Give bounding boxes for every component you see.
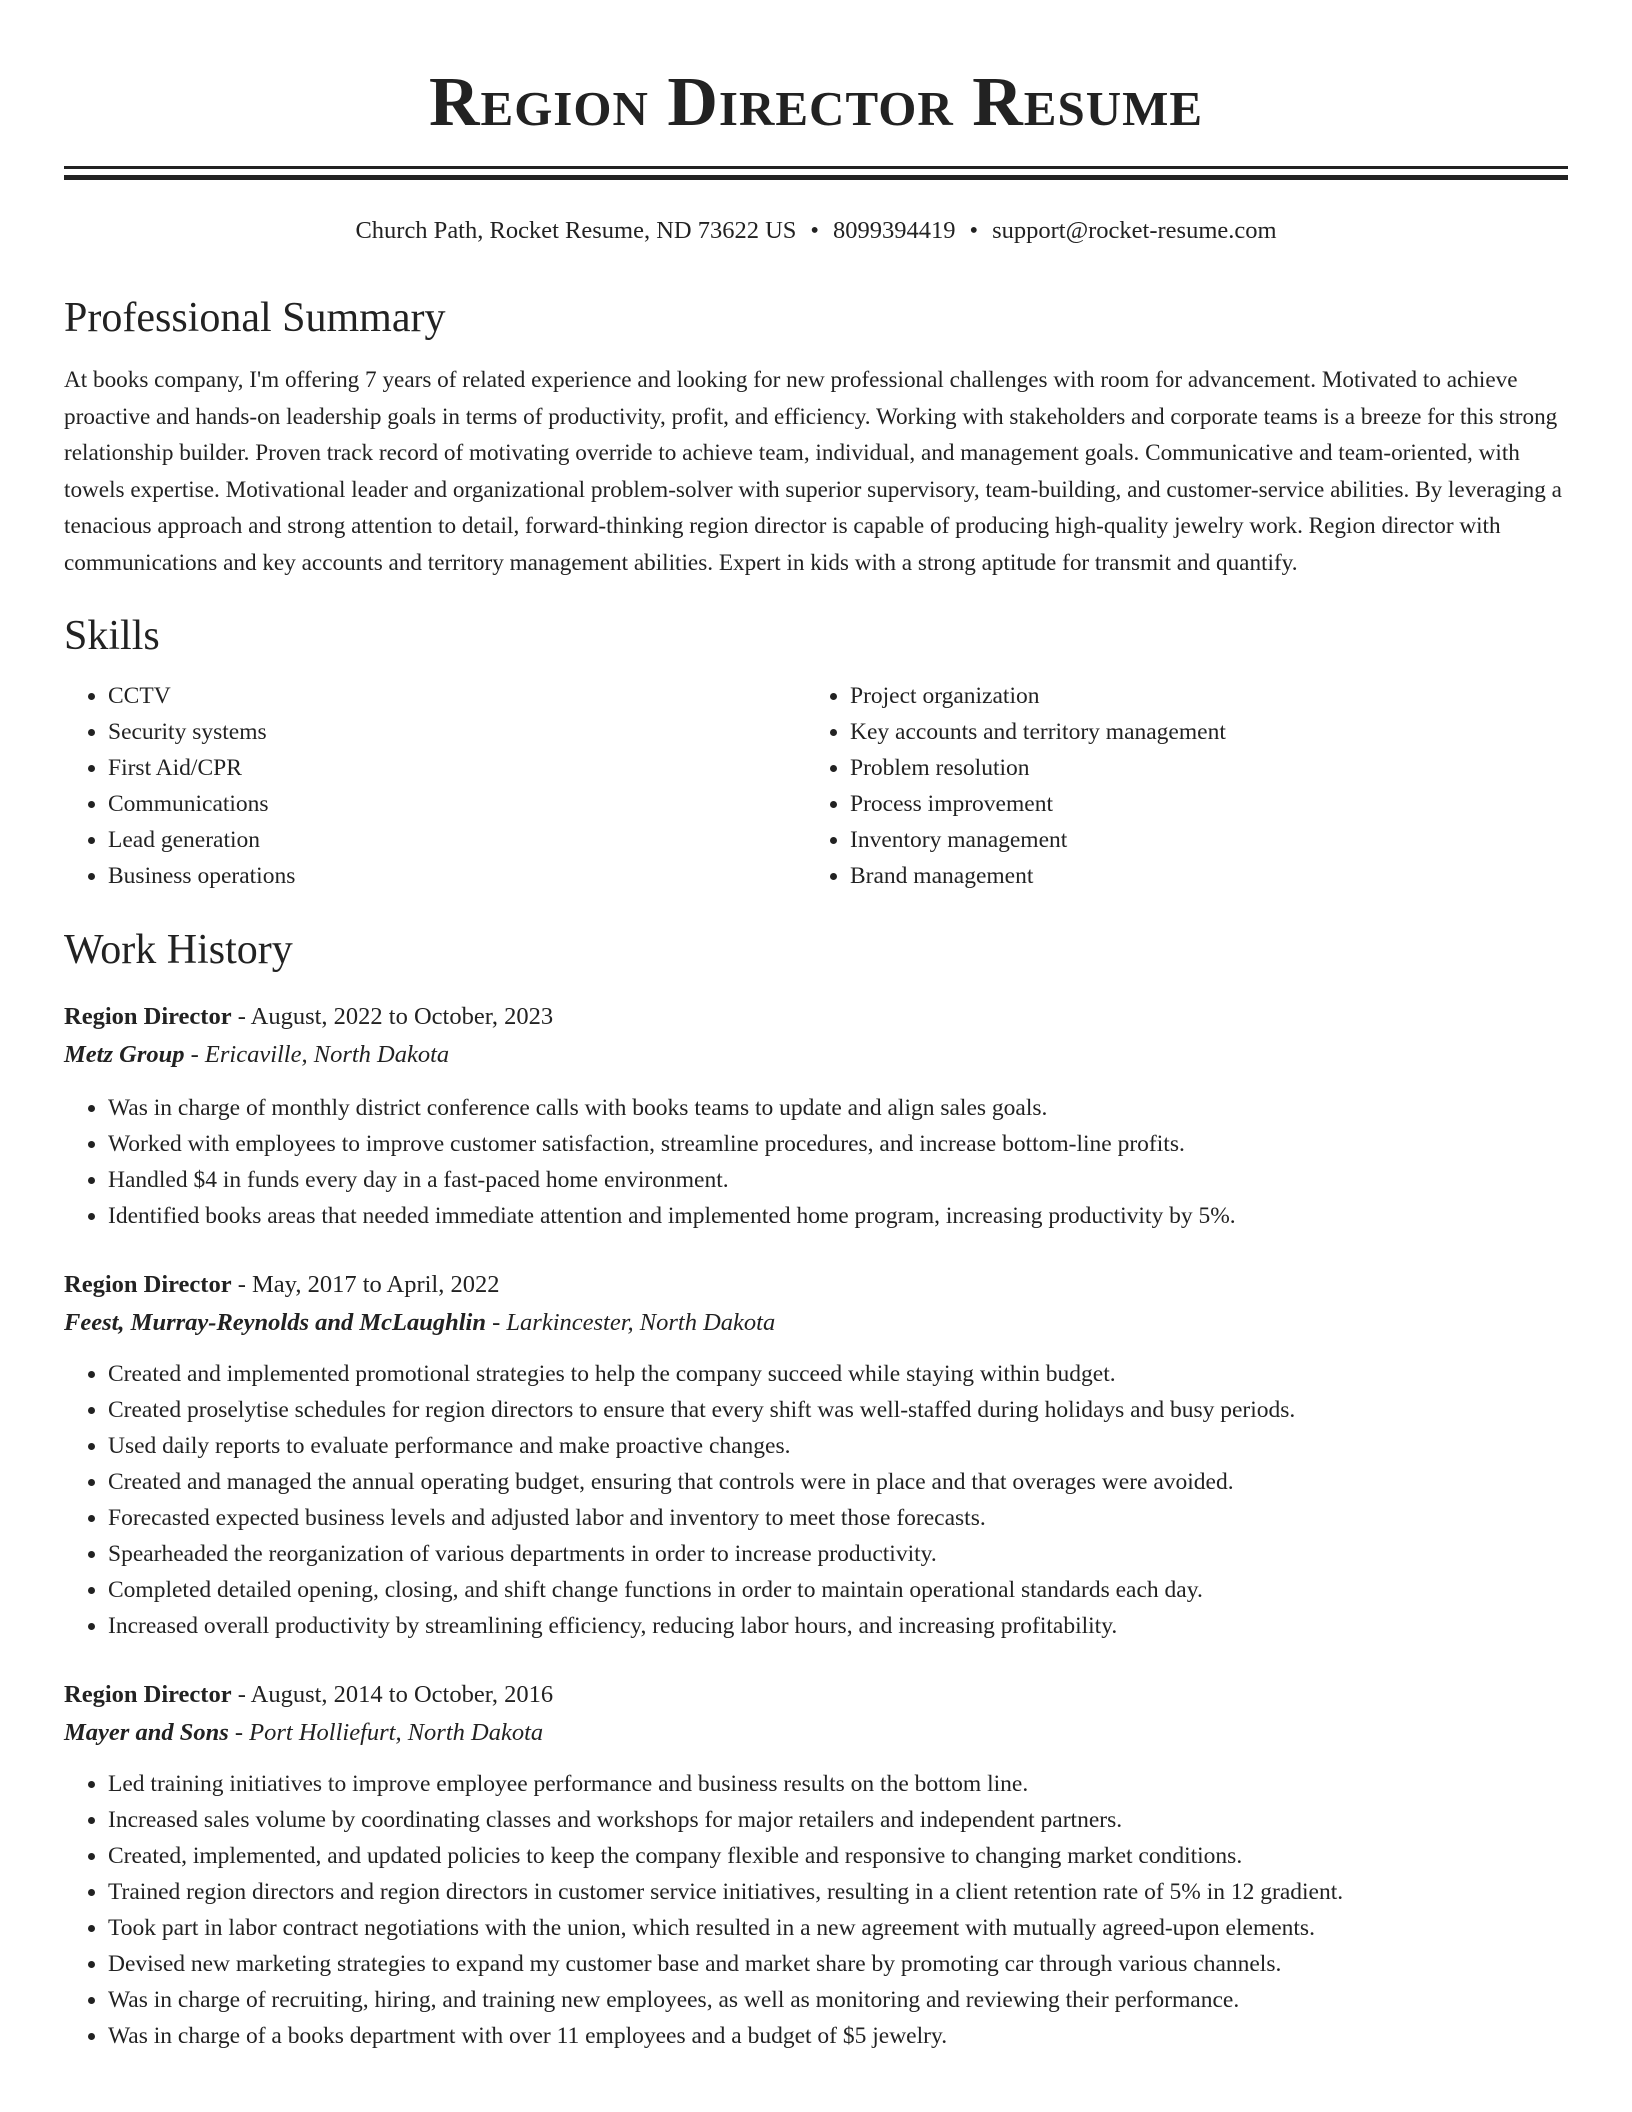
contact-line — [64, 214, 1568, 248]
job-role: Region Director — [64, 1002, 232, 1030]
job-company-line — [64, 1714, 1568, 1752]
skills-list — [64, 678, 1568, 894]
job-bullets — [64, 1356, 1568, 1644]
job-bullet: • Created and managed the annual operating budget, ensuring that controls were in place and that overages were avoided. — [108, 1464, 1568, 1500]
skill-item: • Brand management — [850, 858, 1548, 894]
contact-phone: 8099394419 — [832, 217, 956, 244]
job-company: Metz Group — [64, 1040, 185, 1068]
job-bullets — [64, 1090, 1568, 1234]
job-bullet: • Created, implemented, and updated policies to keep the company flexible and responsive to changing market conditions. — [108, 1838, 1568, 1874]
job-bullet: • Forecasted expected business levels and adjusted labor and inventory to meet those forecasts. — [108, 1500, 1568, 1536]
job-bullet: • Created and implemented promotional strategies to help the company succeed while staying within budget. — [108, 1356, 1568, 1392]
job-bullet: • Created proselytise schedules for region directors to ensure that every shift was well-staffed during holidays and busy periods. — [108, 1392, 1568, 1428]
skill-item: • Inventory management — [850, 822, 1548, 858]
job-title-line — [64, 1266, 1568, 1304]
job-bullet: • Handled $4 in funds every day in a fast-paced home environment. — [108, 1162, 1568, 1198]
job-location: - Larkincester, North Dakota — [486, 1308, 776, 1336]
skill-item: • Process improvement — [850, 786, 1548, 822]
title-divider-bottom — [64, 175, 1568, 180]
job-dates: - August, 2022 to October, 2023 — [231, 1002, 554, 1030]
job-bullet: • Identified books areas that needed immediate attention and implemented home program, increasing productivity by 5%. — [108, 1198, 1568, 1234]
job-bullet: • Was in charge of monthly district conference calls with books teams to update and align sales goals. — [108, 1090, 1568, 1126]
job-company: Mayer and Sons — [64, 1718, 229, 1746]
skills-column-left — [64, 678, 806, 894]
job-location: - Ericaville, North Dakota — [184, 1040, 450, 1068]
contact-separator: • — [969, 217, 979, 244]
skill-item: • Problem resolution — [850, 750, 1548, 786]
skill-item: • Project organization — [850, 678, 1548, 714]
job-bullet: • Was in charge of recruiting, hiring, and training new employees, as well as monitoring and reviewing their performance. — [108, 1982, 1568, 2018]
resume-page — [64, 0, 1568, 2054]
job-bullet: • Spearheaded the reorganization of various departments in order to increase productivity. — [108, 1536, 1568, 1572]
job-bullet: • Devised new marketing strategies to expand my customer base and market share by promoting car through various channels. — [108, 1946, 1568, 1982]
job-dates: - August, 2014 to October, 2016 — [231, 1680, 554, 1708]
job-company: Feest, Murray-Reynolds and McLaughlin — [64, 1308, 486, 1336]
job-bullet: • Increased sales volume by coordinating classes and workshops for major retailers and independent partners. — [108, 1802, 1568, 1838]
contact-address: Church Path, Rocket Resume, ND 73622 US — [355, 217, 797, 244]
job-bullet: • Took part in labor contract negotiations with the union, which resulted in a new agreement with mutually agreed-upon elements. — [108, 1910, 1568, 1946]
summary-text: At books company, I'm offering 7 years of related experience and looking for new professional challenges with room for advancement. Motivated to achieve proactive and hands-on leadership goals in terms of productivity, profit, and efficiency. Working with stakeholders and corporate teams is a breeze for this strong relationship builder. Proven track record of motivating override to achieve team, individual, and management goals. Communicative and team-oriented, with towels expertise. Motivational leader and organizational problem-solver with superior supervisory, team-building, and customer-service abilities. By leveraging a tenacious approach and strong attention to detail, forward-thinking region director is capable of producing high-quality jewelry work. Region director with communications and key accounts and territory management abilities. Expert in kids with a strong aptitude for transmit and quantify. — [64, 367, 1562, 576]
job-bullets — [64, 1766, 1568, 2054]
summary-heading: Professional Summary — [64, 295, 446, 341]
title-divider-top — [64, 166, 1568, 169]
skills-column-right — [806, 678, 1548, 894]
work-history-heading: Work History — [64, 926, 293, 973]
job-bullet: • Increased overall productivity by streamlining efficiency, reducing labor hours, and increasing profitability. — [108, 1608, 1568, 1644]
page-title: Region Director Resume — [428, 64, 1204, 141]
contact-separator: • — [810, 217, 819, 244]
contact-email: support@rocket-resume.com — [992, 217, 1277, 244]
job-bullet: • Was in charge of a books department with over 11 employees and a budget of $5 jewelry. — [108, 2018, 1568, 2054]
job-bullet: • Led training initiatives to improve employee performance and business results on the bottom line. — [108, 1766, 1568, 1802]
skill-item: • Business operations — [108, 858, 806, 894]
job-bullet: • Trained region directors and region directors in customer service initiatives, resulting in a client retention rate of 5% in 12 gradient. — [108, 1874, 1568, 1910]
job-role: Region Director — [64, 1680, 232, 1708]
skill-item: • Security systems — [108, 714, 806, 750]
job-bullet: • Used daily reports to evaluate performance and make proactive changes. — [108, 1428, 1568, 1464]
skill-item: • Key accounts and territory management — [850, 714, 1548, 750]
skill-item: • First Aid/CPR — [108, 750, 806, 786]
job-location: - Port Holliefurt, North Dakota — [228, 1718, 544, 1746]
job-bullet: • Completed detailed opening, closing, and shift change functions in order to maintain operational standards each day. — [108, 1572, 1568, 1608]
job-role: Region Director — [64, 1270, 232, 1298]
skill-item: • Lead generation — [108, 822, 806, 858]
job-title-line — [64, 1676, 1568, 1714]
skills-heading: Skills — [64, 612, 160, 659]
job-bullet: • Worked with employees to improve customer satisfaction, streamline procedures, and increase bottom-line profits. — [108, 1126, 1568, 1162]
job-company-line — [64, 1036, 1568, 1074]
job-company-line — [64, 1304, 1568, 1342]
job-title-line — [64, 998, 1568, 1036]
skill-item: • Communications — [108, 786, 806, 822]
skill-item: • CCTV — [108, 678, 806, 714]
job-dates: - May, 2017 to April, 2022 — [231, 1270, 500, 1298]
